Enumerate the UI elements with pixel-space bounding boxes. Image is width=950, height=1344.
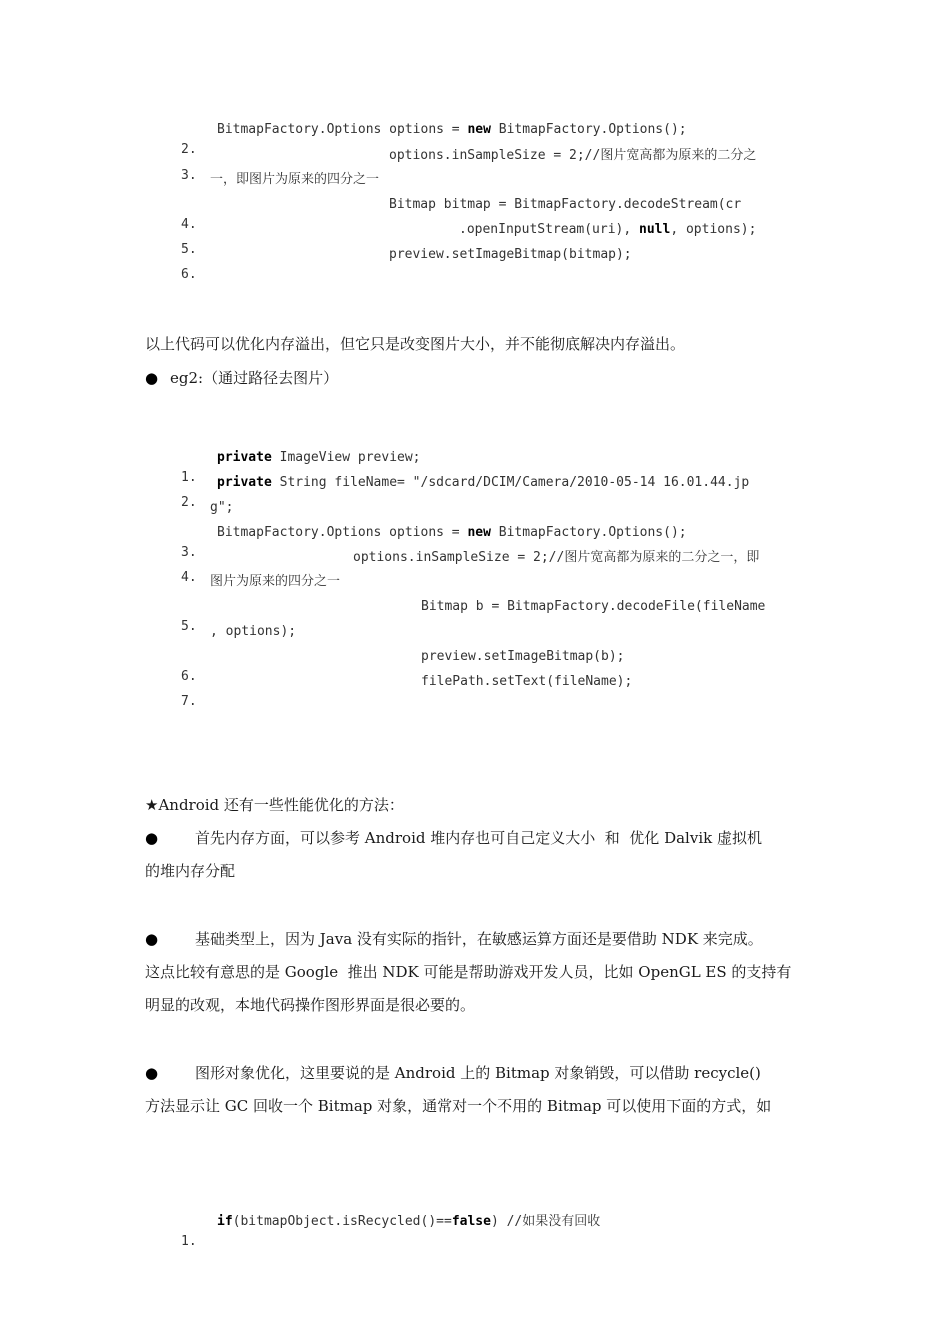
line-number: 3. (181, 545, 197, 560)
code-text: ) //如果没有回收 (490, 1214, 601, 1229)
code-line (0, 245, 950, 282)
code-keyword: null (639, 222, 671, 237)
bullet-2-text: 明显的改观，本地代码操作图形界面是很必要的。 (145, 996, 476, 1014)
code-keyword: private (217, 475, 272, 490)
code-text: options.inSampleSize = 2;//图片宽高都为原来的二分之 (389, 148, 757, 163)
code-text: BitmapFactory.Options options = (217, 122, 468, 137)
bullet-text-eg2: eg2:（通过路径去图片） (170, 369, 339, 387)
code-line (0, 473, 950, 510)
line-number: 4. (181, 217, 197, 232)
code-text: preview.setImageBitmap(b); (421, 649, 625, 664)
code-continuation: 图片为原来的四分之一 (210, 574, 341, 589)
code-text: BitmapFactory.Options(); (490, 122, 687, 137)
bullet-1-text: 首先内存方面，可以参考 Android 堆内存也可自己定义大小 和 优化 Dalvik 虚拟机 (195, 829, 762, 847)
code-continuation: g"; (210, 500, 234, 515)
code-text: Bitmap b = BitmapFactory.decodeFile(fileName (421, 599, 766, 614)
line-number: 6. (181, 669, 197, 684)
code-text: preview.setImageBitmap(bitmap); (389, 247, 632, 262)
code-text: , options); (670, 222, 757, 237)
bullet-3-text: 图形对象优化，这里要说的是 Android 上的 Bitmap 对象销毁，可以借助 recycle() (195, 1064, 761, 1082)
line-number: 5. (181, 242, 197, 257)
line-number: 5. (181, 619, 197, 634)
code-text: filePath.setText(fileName); (421, 674, 633, 689)
code-text: (bitmapObject.isRecycled()== (232, 1214, 452, 1229)
bullet-3-text: 方法显示让 GC 回收一个 Bitmap 对象，通常对一个不用的 Bitmap 可以使用下面的方式，如 (145, 1097, 772, 1115)
code-text: options.inSampleSize = 2;//图片宽高都为原来的二分之一，即 (353, 550, 760, 565)
bullet-1-text: 的堆内存分配 (145, 862, 236, 880)
code-line (0, 1212, 950, 1249)
code-keyword: false (451, 1214, 491, 1229)
code-continuation: 一，即图片为原来的四分之一 (210, 172, 380, 187)
line-number: 6. (181, 267, 197, 282)
bullet-2-text: 这点比较有意思的是 Google 推出 NDK 可能是帮助游戏开发人员，比如 OpenGL ES 的支持有 (145, 963, 792, 981)
bullet-2-text: 基础类型上，因为 Java 没有实际的指针，在敏感运算方面还是要借助 NDK 来完成。 (195, 930, 763, 948)
bullet-icon: ● (145, 1064, 159, 1082)
code-keyword: new (467, 122, 491, 137)
bullet-icon: ● (145, 930, 159, 948)
line-number: 2. (181, 142, 197, 157)
code-text: .openInputStream(uri), (459, 222, 640, 237)
line-number: 1. (181, 470, 197, 485)
code-keyword: new (467, 525, 491, 540)
code-text: Bitmap bitmap = BitmapFactory.decodeStream(cr (389, 197, 742, 212)
line-number: 1. (181, 1234, 197, 1249)
bullet-icon: ● (145, 829, 159, 847)
code-text: String fileName= "/sdcard/DCIM/Camera/2010-05-14 16.01.44.jp (271, 475, 750, 490)
code-continuation: , options); (210, 624, 297, 639)
body-text: 以上代码可以优化内存溢出，但它只是改变图片大小，并不能彻底解决内存溢出。 (145, 335, 686, 353)
bullet-icon: ● (145, 369, 159, 387)
code-keyword: private (217, 450, 272, 465)
code-text: BitmapFactory.Options options = (217, 525, 468, 540)
code-keyword: if (217, 1214, 233, 1229)
line-number: 7. (181, 694, 197, 709)
line-number: 4. (181, 570, 197, 585)
code-line (0, 672, 950, 709)
code-text: ImageView preview; (271, 450, 421, 465)
line-number: 3. (181, 168, 197, 183)
section-heading: ★Android 还有一些性能优化的方法： (145, 796, 404, 814)
line-number: 2. (181, 495, 197, 510)
code-text: BitmapFactory.Options(); (490, 525, 687, 540)
